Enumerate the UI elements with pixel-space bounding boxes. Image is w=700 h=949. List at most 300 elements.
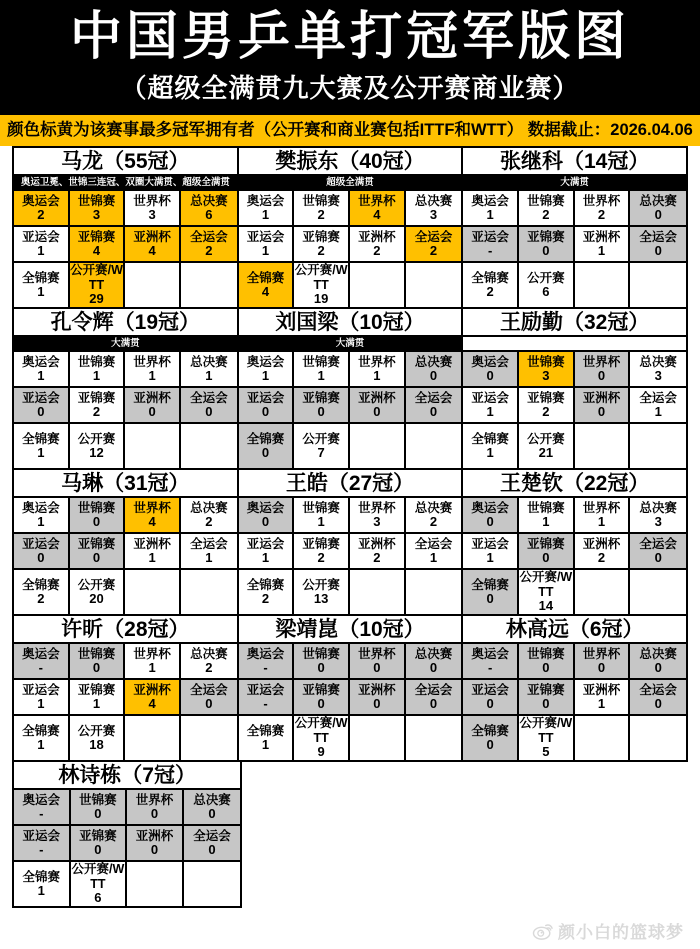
event-label: 奥运会 bbox=[22, 646, 60, 661]
event-cell bbox=[14, 826, 71, 862]
event-label: 公开赛 bbox=[527, 431, 565, 446]
event-value: 0 bbox=[429, 367, 438, 383]
event-value: 2 bbox=[373, 242, 381, 258]
player-name: 梁靖崑（10冠） bbox=[239, 616, 462, 644]
event-cell bbox=[630, 680, 686, 716]
event-label: 亚运会 bbox=[246, 229, 285, 244]
event-label: 总决赛 bbox=[414, 193, 453, 208]
event-value: 1 bbox=[486, 444, 494, 460]
event-label: 世界杯 bbox=[135, 792, 174, 807]
event-grid bbox=[239, 498, 462, 614]
event-cell bbox=[294, 227, 350, 263]
event-value: 0 bbox=[205, 403, 213, 419]
event-value: 1 bbox=[205, 367, 213, 383]
event-value: 0 bbox=[486, 367, 494, 383]
event-label: 全运会 bbox=[193, 828, 231, 843]
event-label: 世界杯 bbox=[582, 354, 621, 369]
event-label: 世界杯 bbox=[582, 646, 621, 661]
event-value: 13 bbox=[313, 590, 329, 606]
event-value: 9 bbox=[317, 744, 325, 760]
event-cell bbox=[463, 644, 519, 680]
event-cell bbox=[14, 388, 70, 424]
event-label: 世锦赛 bbox=[77, 193, 116, 208]
event-cell bbox=[70, 191, 126, 227]
event-cell bbox=[294, 716, 350, 760]
event-label: 全锦赛 bbox=[22, 723, 60, 738]
event-label: 奥运会 bbox=[471, 193, 509, 208]
event-cell bbox=[350, 534, 406, 570]
event-cell bbox=[350, 388, 406, 424]
event-label: 亚洲杯 bbox=[358, 682, 396, 697]
player-name: 林诗栋（7冠） bbox=[14, 762, 240, 790]
event-label: 世锦赛 bbox=[302, 354, 340, 369]
event-cell bbox=[294, 534, 350, 570]
watermark-text: 颜小白的篮球梦 bbox=[558, 923, 684, 942]
event-cell bbox=[125, 352, 181, 388]
event-label: 奥运会 bbox=[246, 646, 285, 661]
player-name: 王皓（27冠） bbox=[239, 470, 462, 498]
event-value: 2 bbox=[37, 590, 45, 606]
event-label: 全运会 bbox=[639, 682, 677, 697]
event-label: 世界杯 bbox=[133, 646, 171, 661]
event-cell bbox=[630, 534, 686, 570]
event-value: 0 bbox=[373, 659, 381, 675]
event-label: 公开赛 bbox=[77, 577, 116, 592]
event-label: 公开赛/WTT bbox=[519, 570, 573, 599]
event-value: 2 bbox=[486, 283, 494, 299]
event-value: 2 bbox=[373, 549, 381, 565]
event-value: 1 bbox=[92, 695, 101, 711]
event-cell bbox=[14, 227, 70, 263]
event-label: 总决赛 bbox=[190, 500, 228, 515]
event-value: 12 bbox=[89, 444, 104, 460]
player-card bbox=[237, 146, 464, 309]
event-grid bbox=[463, 644, 686, 760]
event-cell bbox=[575, 263, 631, 307]
event-value: 0 bbox=[205, 695, 213, 711]
event-value: 3 bbox=[373, 513, 381, 529]
event-label: 全锦赛 bbox=[246, 431, 285, 446]
event-label: 全运会 bbox=[190, 682, 228, 697]
event-cell bbox=[125, 716, 181, 760]
event-label: 全锦赛 bbox=[22, 577, 60, 592]
event-cell bbox=[294, 680, 350, 716]
event-label: 全锦赛 bbox=[22, 431, 60, 446]
player-row bbox=[12, 146, 688, 309]
event-cell bbox=[125, 191, 181, 227]
event-cell bbox=[406, 263, 462, 307]
player-name: 许昕（28冠） bbox=[14, 616, 237, 644]
event-cell bbox=[125, 424, 181, 468]
event-label: 总决赛 bbox=[639, 193, 677, 208]
event-label: 亚锦赛 bbox=[527, 682, 565, 697]
event-cell bbox=[181, 680, 237, 716]
event-label: 公开赛 bbox=[302, 577, 340, 592]
event-label: 亚运会 bbox=[471, 682, 509, 697]
event-cell bbox=[70, 498, 126, 534]
event-cell bbox=[294, 498, 350, 534]
event-label: 亚洲杯 bbox=[582, 536, 621, 551]
event-label: 世锦赛 bbox=[302, 500, 340, 515]
players-grid bbox=[0, 146, 700, 908]
event-value: 0 bbox=[654, 659, 662, 675]
event-cell bbox=[406, 191, 462, 227]
event-cell bbox=[350, 570, 406, 614]
event-value: 2 bbox=[92, 403, 101, 419]
event-label: 公开赛 bbox=[302, 431, 340, 446]
event-cell bbox=[575, 570, 631, 614]
event-label: 亚锦赛 bbox=[302, 536, 340, 551]
event-value: - bbox=[488, 659, 493, 675]
event-value: 2 bbox=[205, 242, 213, 258]
event-value: 0 bbox=[317, 403, 325, 419]
event-cell bbox=[239, 424, 295, 468]
event-value: 0 bbox=[486, 513, 494, 529]
event-value: 1 bbox=[261, 736, 270, 752]
event-value: 1 bbox=[148, 549, 156, 565]
event-value: 1 bbox=[486, 403, 494, 419]
event-value: 1 bbox=[486, 549, 494, 565]
event-value: 0 bbox=[429, 403, 438, 419]
event-label: 奥运会 bbox=[246, 193, 285, 208]
event-value: 1 bbox=[37, 242, 45, 258]
event-value: 1 bbox=[429, 549, 438, 565]
event-cell bbox=[125, 534, 181, 570]
event-cell bbox=[14, 498, 70, 534]
event-cell bbox=[14, 424, 70, 468]
player-row bbox=[12, 760, 688, 908]
event-label: 亚洲杯 bbox=[133, 682, 171, 697]
page-header bbox=[0, 0, 700, 115]
event-value: 1 bbox=[37, 695, 45, 711]
event-label: 亚锦赛 bbox=[527, 229, 565, 244]
player-name: 王楚钦（22冠） bbox=[463, 470, 686, 498]
event-cell bbox=[463, 227, 519, 263]
event-cell bbox=[519, 388, 575, 424]
event-value: 0 bbox=[429, 695, 438, 711]
player-tagline: 大满贯 bbox=[14, 337, 237, 352]
event-label: 总决赛 bbox=[639, 646, 677, 661]
event-cell bbox=[14, 680, 70, 716]
event-cell bbox=[181, 424, 237, 468]
event-cell bbox=[519, 424, 575, 468]
event-label: 世锦赛 bbox=[527, 354, 565, 369]
event-label: 亚洲杯 bbox=[133, 229, 171, 244]
event-cell bbox=[463, 498, 519, 534]
event-value: 1 bbox=[37, 882, 45, 898]
event-cell bbox=[127, 862, 184, 906]
event-value: 0 bbox=[208, 805, 216, 821]
event-cell bbox=[71, 790, 128, 826]
event-value: 1 bbox=[37, 283, 45, 299]
event-cell bbox=[463, 680, 519, 716]
event-value: 2 bbox=[205, 513, 213, 529]
player-name: 林高远（6冠） bbox=[463, 616, 686, 644]
event-cell bbox=[239, 570, 295, 614]
event-label: 亚运会 bbox=[22, 682, 60, 697]
event-grid bbox=[14, 352, 237, 468]
event-label: 世锦赛 bbox=[302, 193, 340, 208]
event-cell bbox=[127, 826, 184, 862]
player-name: 马龙（55冠） bbox=[14, 148, 237, 176]
event-cell bbox=[406, 388, 462, 424]
event-value: 0 bbox=[150, 841, 159, 857]
event-label: 总决赛 bbox=[414, 646, 453, 661]
player-card bbox=[237, 468, 464, 616]
event-grid bbox=[463, 191, 686, 307]
event-value: 6 bbox=[94, 890, 102, 906]
watermark bbox=[532, 918, 684, 943]
event-cell bbox=[519, 498, 575, 534]
event-label: 亚运会 bbox=[246, 682, 285, 697]
event-label: 亚锦赛 bbox=[79, 828, 117, 843]
event-cell bbox=[181, 263, 237, 307]
event-label: 公开赛 bbox=[77, 431, 116, 446]
event-cell bbox=[239, 498, 295, 534]
event-cell bbox=[14, 263, 70, 307]
event-cell bbox=[14, 570, 70, 614]
player-name: 张继科（14冠） bbox=[463, 148, 686, 176]
event-label: 亚运会 bbox=[22, 229, 60, 244]
event-cell bbox=[70, 263, 126, 307]
event-value: 2 bbox=[205, 659, 213, 675]
event-label: 亚锦赛 bbox=[77, 682, 116, 697]
event-value: - bbox=[38, 659, 43, 675]
event-cell bbox=[14, 352, 70, 388]
event-value: 3 bbox=[654, 513, 662, 529]
player-card bbox=[12, 146, 239, 309]
event-value: 4 bbox=[148, 513, 156, 529]
event-value: 14 bbox=[538, 598, 554, 614]
event-value: 1 bbox=[373, 367, 381, 383]
event-label: 世锦赛 bbox=[77, 354, 116, 369]
event-value: 1 bbox=[597, 513, 606, 529]
event-label: 世锦赛 bbox=[527, 500, 565, 515]
event-label: 全运会 bbox=[190, 536, 228, 551]
event-label: 亚洲杯 bbox=[582, 229, 621, 244]
event-value: 0 bbox=[486, 590, 494, 606]
weibo-icon bbox=[532, 921, 554, 940]
event-cell bbox=[519, 191, 575, 227]
event-grid bbox=[463, 498, 686, 614]
event-cell bbox=[630, 716, 686, 760]
event-value: 0 bbox=[37, 403, 45, 419]
event-label: 全锦赛 bbox=[22, 270, 60, 285]
event-cell bbox=[519, 716, 575, 760]
event-cell bbox=[181, 498, 237, 534]
event-cell bbox=[630, 191, 686, 227]
event-value: 1 bbox=[542, 513, 550, 529]
event-label: 奥运会 bbox=[22, 500, 60, 515]
event-cell bbox=[70, 716, 126, 760]
event-cell bbox=[181, 534, 237, 570]
event-value: 2 bbox=[429, 513, 438, 529]
event-value: 0 bbox=[542, 659, 550, 675]
event-label: 亚洲杯 bbox=[582, 682, 621, 697]
event-label: 亚锦赛 bbox=[77, 229, 116, 244]
event-value: 18 bbox=[89, 736, 104, 752]
event-label: 奥运会 bbox=[22, 354, 60, 369]
event-value: 0 bbox=[37, 549, 45, 565]
event-cell bbox=[463, 388, 519, 424]
event-cell bbox=[294, 388, 350, 424]
event-value: - bbox=[263, 659, 268, 675]
event-label: 公开赛/WTT bbox=[294, 263, 348, 292]
event-cell bbox=[630, 570, 686, 614]
event-value: 1 bbox=[597, 242, 606, 258]
player-card bbox=[237, 307, 464, 470]
event-cell bbox=[519, 352, 575, 388]
event-cell bbox=[70, 644, 126, 680]
event-label: 世界杯 bbox=[582, 500, 621, 515]
event-cell bbox=[70, 227, 126, 263]
event-value: 1 bbox=[486, 206, 494, 222]
event-label: 世界杯 bbox=[358, 646, 396, 661]
event-label: 亚洲杯 bbox=[133, 536, 171, 551]
event-value: 0 bbox=[429, 659, 438, 675]
event-label: 总决赛 bbox=[414, 500, 453, 515]
player-card bbox=[461, 307, 688, 470]
event-label: 公开赛/WTT bbox=[294, 716, 348, 745]
event-cell bbox=[575, 352, 631, 388]
event-value: 0 bbox=[373, 403, 381, 419]
event-label: 亚锦赛 bbox=[302, 682, 340, 697]
player-card bbox=[237, 614, 464, 762]
event-cell bbox=[406, 498, 462, 534]
event-value: 0 bbox=[92, 659, 101, 675]
event-cell bbox=[14, 790, 71, 826]
event-cell bbox=[70, 680, 126, 716]
page-title: 中国男乒单打冠军版图 bbox=[69, 8, 630, 66]
event-cell bbox=[239, 716, 295, 760]
event-value: 7 bbox=[317, 444, 325, 460]
event-cell bbox=[406, 680, 462, 716]
event-value: 20 bbox=[89, 590, 104, 606]
event-label: 全锦赛 bbox=[246, 270, 285, 285]
event-label: 全运会 bbox=[190, 390, 228, 405]
event-cell bbox=[239, 352, 295, 388]
event-value: 0 bbox=[654, 242, 662, 258]
event-cell bbox=[70, 570, 126, 614]
event-label: 世界杯 bbox=[133, 193, 171, 208]
event-cell bbox=[125, 644, 181, 680]
event-label: 亚运会 bbox=[22, 390, 60, 405]
event-grid bbox=[14, 644, 237, 760]
event-cell bbox=[630, 352, 686, 388]
event-value: 0 bbox=[542, 695, 550, 711]
event-label: 总决赛 bbox=[193, 792, 231, 807]
event-value: 3 bbox=[542, 367, 550, 383]
event-label: 全运会 bbox=[639, 229, 677, 244]
event-label: 亚运会 bbox=[471, 390, 509, 405]
event-label: 总决赛 bbox=[414, 354, 453, 369]
event-label: 世锦赛 bbox=[527, 193, 565, 208]
event-cell bbox=[181, 570, 237, 614]
event-value: 0 bbox=[94, 805, 102, 821]
event-cell bbox=[463, 534, 519, 570]
event-label: 亚锦赛 bbox=[302, 229, 340, 244]
event-cell bbox=[181, 352, 237, 388]
event-cell bbox=[125, 227, 181, 263]
event-label: 全运会 bbox=[414, 390, 453, 405]
event-value: 0 bbox=[597, 659, 606, 675]
event-cell bbox=[519, 570, 575, 614]
event-label: 亚运会 bbox=[471, 536, 509, 551]
event-label: 世界杯 bbox=[133, 500, 171, 515]
event-cell bbox=[125, 498, 181, 534]
event-value: - bbox=[39, 805, 44, 821]
event-label: 奥运会 bbox=[22, 193, 60, 208]
legend-banner: 颜色标黄为该赛事最多冠军拥有者（公开赛和商业赛包括ITTF和WTT） 数据截止：2026.04.06 bbox=[0, 115, 700, 146]
event-value: 1 bbox=[317, 513, 325, 529]
player-name: 刘国梁（10冠） bbox=[239, 309, 462, 337]
event-grid bbox=[14, 191, 237, 307]
event-cell bbox=[630, 498, 686, 534]
event-cell bbox=[350, 424, 406, 468]
event-value: 4 bbox=[373, 206, 381, 222]
event-value: 0 bbox=[597, 403, 606, 419]
event-cell bbox=[14, 644, 70, 680]
event-value: 1 bbox=[37, 444, 45, 460]
event-cell bbox=[184, 862, 241, 906]
event-cell bbox=[294, 424, 350, 468]
event-label: 世界杯 bbox=[133, 354, 171, 369]
event-cell bbox=[125, 388, 181, 424]
event-cell bbox=[575, 644, 631, 680]
event-value: 0 bbox=[654, 549, 662, 565]
event-label: 亚锦赛 bbox=[527, 390, 565, 405]
event-cell bbox=[630, 263, 686, 307]
player-tagline: 大满贯 bbox=[239, 337, 462, 352]
event-label: 全运会 bbox=[639, 536, 677, 551]
event-value: 4 bbox=[92, 242, 101, 258]
event-cell bbox=[350, 498, 406, 534]
event-value: 6 bbox=[542, 283, 550, 299]
event-value: 2 bbox=[261, 590, 270, 606]
event-value: 2 bbox=[317, 549, 325, 565]
event-value: 1 bbox=[148, 659, 156, 675]
event-cell bbox=[14, 862, 71, 906]
event-value: 5 bbox=[542, 744, 550, 760]
event-value: 29 bbox=[89, 291, 104, 307]
event-label: 公开赛 bbox=[77, 723, 116, 738]
event-cell bbox=[14, 716, 70, 760]
event-value: 1 bbox=[205, 549, 213, 565]
event-value: 0 bbox=[486, 695, 494, 711]
event-value: 0 bbox=[373, 695, 381, 711]
event-value: 0 bbox=[542, 549, 550, 565]
player-row bbox=[12, 307, 688, 470]
player-tagline: 超级全满贯 bbox=[239, 176, 462, 191]
event-label: 亚洲杯 bbox=[135, 828, 174, 843]
event-cell bbox=[239, 263, 295, 307]
event-value: 0 bbox=[317, 695, 325, 711]
event-value: 3 bbox=[148, 206, 156, 222]
event-cell bbox=[71, 826, 128, 862]
event-label: 全运会 bbox=[414, 682, 453, 697]
event-value: 1 bbox=[37, 736, 45, 752]
event-value: 3 bbox=[429, 206, 438, 222]
event-label: 公开赛/WTT bbox=[70, 263, 123, 292]
event-cell bbox=[406, 424, 462, 468]
event-value: 2 bbox=[597, 549, 606, 565]
event-value: 2 bbox=[37, 206, 45, 222]
player-name: 马琳（31冠） bbox=[14, 470, 237, 498]
event-value: 0 bbox=[261, 513, 270, 529]
event-label: 亚洲杯 bbox=[358, 390, 396, 405]
event-cell bbox=[239, 388, 295, 424]
event-label: 全锦赛 bbox=[22, 869, 61, 884]
